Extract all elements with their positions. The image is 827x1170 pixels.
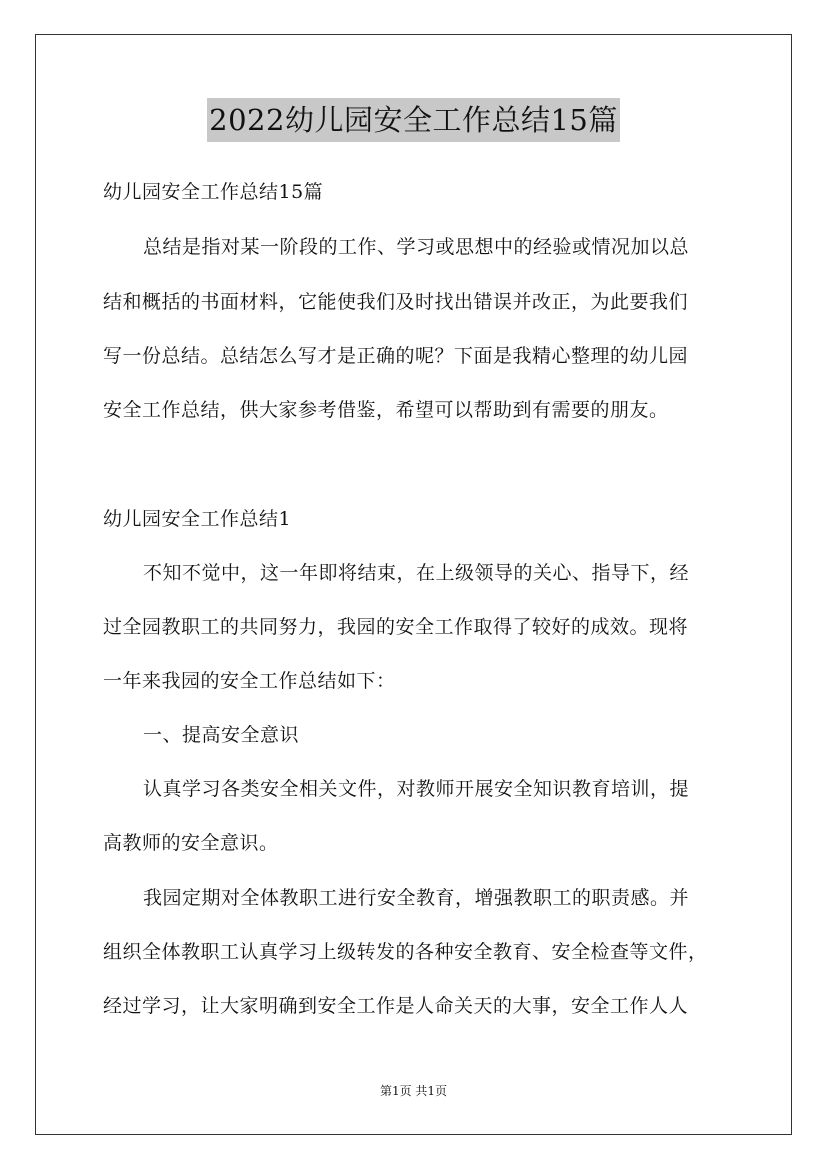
subtitle-line: 幼儿园安全工作总结15篇 <box>103 181 324 203</box>
paragraph-line: 总结是指对某一阶段的工作、学习或思想中的经验或情况加以总 <box>143 236 690 258</box>
section-heading: 幼儿园安全工作总结1 <box>103 508 292 530</box>
paragraph-line: 过全园教职工的共同努力，我园的安全工作取得了较好的成效。现将 <box>103 616 689 638</box>
paragraph-line: 一年来我园的安全工作总结如下： <box>103 670 396 692</box>
paragraph-line: 写一份总结。总结怎么写才是正确的呢？下面是我精心整理的幼儿园 <box>103 345 689 367</box>
title-container <box>0 98 827 142</box>
page-footer: 第1页 共1页 <box>379 1084 448 1098</box>
subsection-heading: 一、提高安全意识 <box>143 724 300 746</box>
document-title: 2022幼儿园安全工作总结15篇 <box>207 98 620 142</box>
paragraph-line: 我园定期对全体教职工进行安全教育，增强教职工的职责感。并 <box>143 887 690 909</box>
paragraph-line: 经过学习，让大家明确到安全工作是人命关天的大事，安全工作人人 <box>103 995 689 1017</box>
paragraph-line: 认真学习各类安全相关文件，对教师开展安全知识教育培训，提 <box>143 778 690 800</box>
paragraph-line: 高教师的安全意识。 <box>103 832 279 854</box>
paragraph-line: 组织全体教职工认真学习上级转发的各种安全教育、安全检查等文件， <box>103 941 708 963</box>
paragraph-line: 安全工作总结，供大家参考借鉴，希望可以帮助到有需要的朋友。 <box>103 399 669 421</box>
paragraph-line: 结和概括的书面材料，它能使我们及时找出错误并改正，为此要我们 <box>103 291 689 313</box>
paragraph-line: 不知不觉中，这一年即将结束，在上级领导的关心、指导下，经 <box>143 562 690 584</box>
